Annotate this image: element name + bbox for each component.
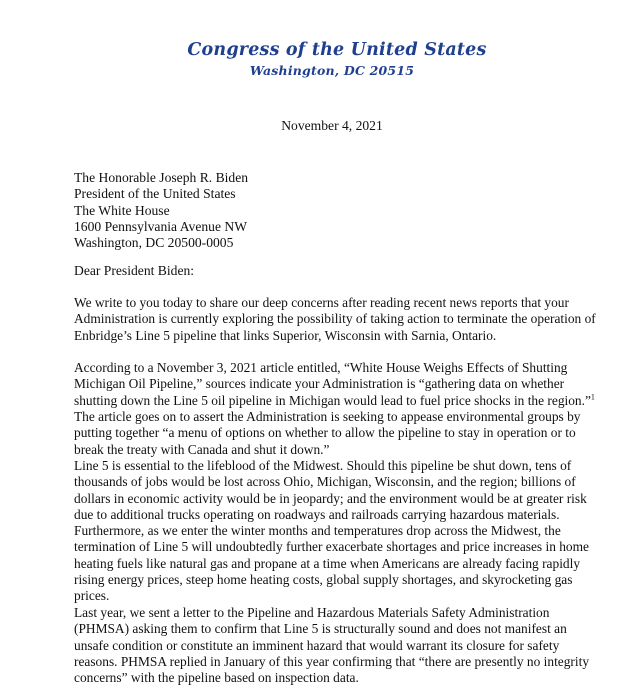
body-paragraph: [74, 360, 608, 458]
address-line: 1600 Pennsylvania Avenue NW: [74, 218, 248, 234]
footnote-marker: 1: [590, 392, 595, 402]
letter-date: November 4, 2021: [281, 118, 383, 133]
paragraph-line: break the treaty with Canada and shut it down.”: [74, 441, 330, 457]
letterhead-title: Congress of the United States: [187, 40, 487, 60]
paragraph-line: thousands of jobs would be lost across Ohio, Michigan, Wisconsin, and the region; billions of: [74, 474, 576, 490]
paragraph-line: We write to you today to share our deep concerns after reading recent news reports that your: [74, 295, 569, 310]
paragraph-line: due to additional trucks operating on roadways and railroads carrying hazardous materials.: [74, 507, 560, 523]
paragraph-line-text: shutting down the Line 5 oil pipeline in Michigan would lead to fuel price shocks in the region.”: [74, 392, 591, 408]
paragraph-line: Michigan Oil Pipeline,” sources indicate your Administration is “gathering data on whether: [74, 376, 565, 392]
address-line: President of the United States: [74, 186, 236, 202]
paragraph-line: rising energy prices, steep home heating costs, global supply shortages, and skyrocketing gas: [74, 572, 573, 588]
paragraph-line: Furthermore, as we enter the winter months and temperatures drop across the Midwest, the: [74, 523, 561, 538]
paragraph-line: (PHMSA) asking them to confirm that Line 5 is structurally sound and does not manifest an: [74, 621, 567, 637]
paragraph-line: Last year, we sent a letter to the Pipeline and Hazardous Materials Safety Administration: [74, 605, 550, 620]
body-paragraph: [74, 458, 608, 523]
recipient-address: [74, 170, 248, 251]
paragraph-line: heating fuels like natural gas and propane at a time when Americans are already facing rapidly: [74, 555, 581, 571]
paragraph-line: concerns” with the pipeline based on inspection data.: [74, 670, 359, 686]
paragraph-line: unsafe condition or constitute an imminent hazard that would warrant its closure for safety: [74, 637, 560, 653]
paragraph-line: prices.: [74, 588, 110, 604]
paragraph-line: reasons. PHMSA replied in January of this year confirming that “there are presently no integrity: [74, 654, 590, 670]
body-paragraph: [74, 523, 608, 605]
paragraph-line: Administration is currently exploring the possibility of taking action to terminate the operation of: [74, 311, 596, 327]
salutation: Dear President Biden:: [74, 263, 195, 278]
paragraph-line: Line 5 is essential to the lifeblood of the Midwest. Should this pipeline be shut down, tens of: [74, 458, 572, 473]
address-line: Washington, DC 20500-0005: [74, 235, 234, 251]
body-paragraph: [74, 295, 608, 344]
letterhead-location: Washington, DC 20515: [249, 63, 415, 78]
address-line: The Honorable Joseph R. Biden: [74, 170, 249, 185]
paragraph-line-with-footnote: [74, 393, 608, 409]
paragraph-line: The article goes on to assert the Administration is seeking to appease environmental groups by: [74, 409, 581, 425]
paragraph-line: Enbridge’s Line 5 pipeline that links Superior, Wisconsin with Sarnia, Ontario.: [74, 327, 497, 343]
paragraph-line: putting together “a menu of options on whether to allow the pipeline to stay in operation or to: [74, 425, 576, 441]
paragraph-line: dollars in economic activity would be in jeopardy; and the environment would be at greater risk: [74, 490, 587, 506]
paragraph-line: According to a November 3, 2021 article entitled, “White House Weighs Effects of Shutting: [74, 360, 568, 375]
address-line: The White House: [74, 202, 170, 218]
body-paragraph: [74, 605, 608, 687]
paragraph-line: termination of Line 5 will undoubtedly further exacerbate shortages and price increases in home: [74, 539, 589, 555]
